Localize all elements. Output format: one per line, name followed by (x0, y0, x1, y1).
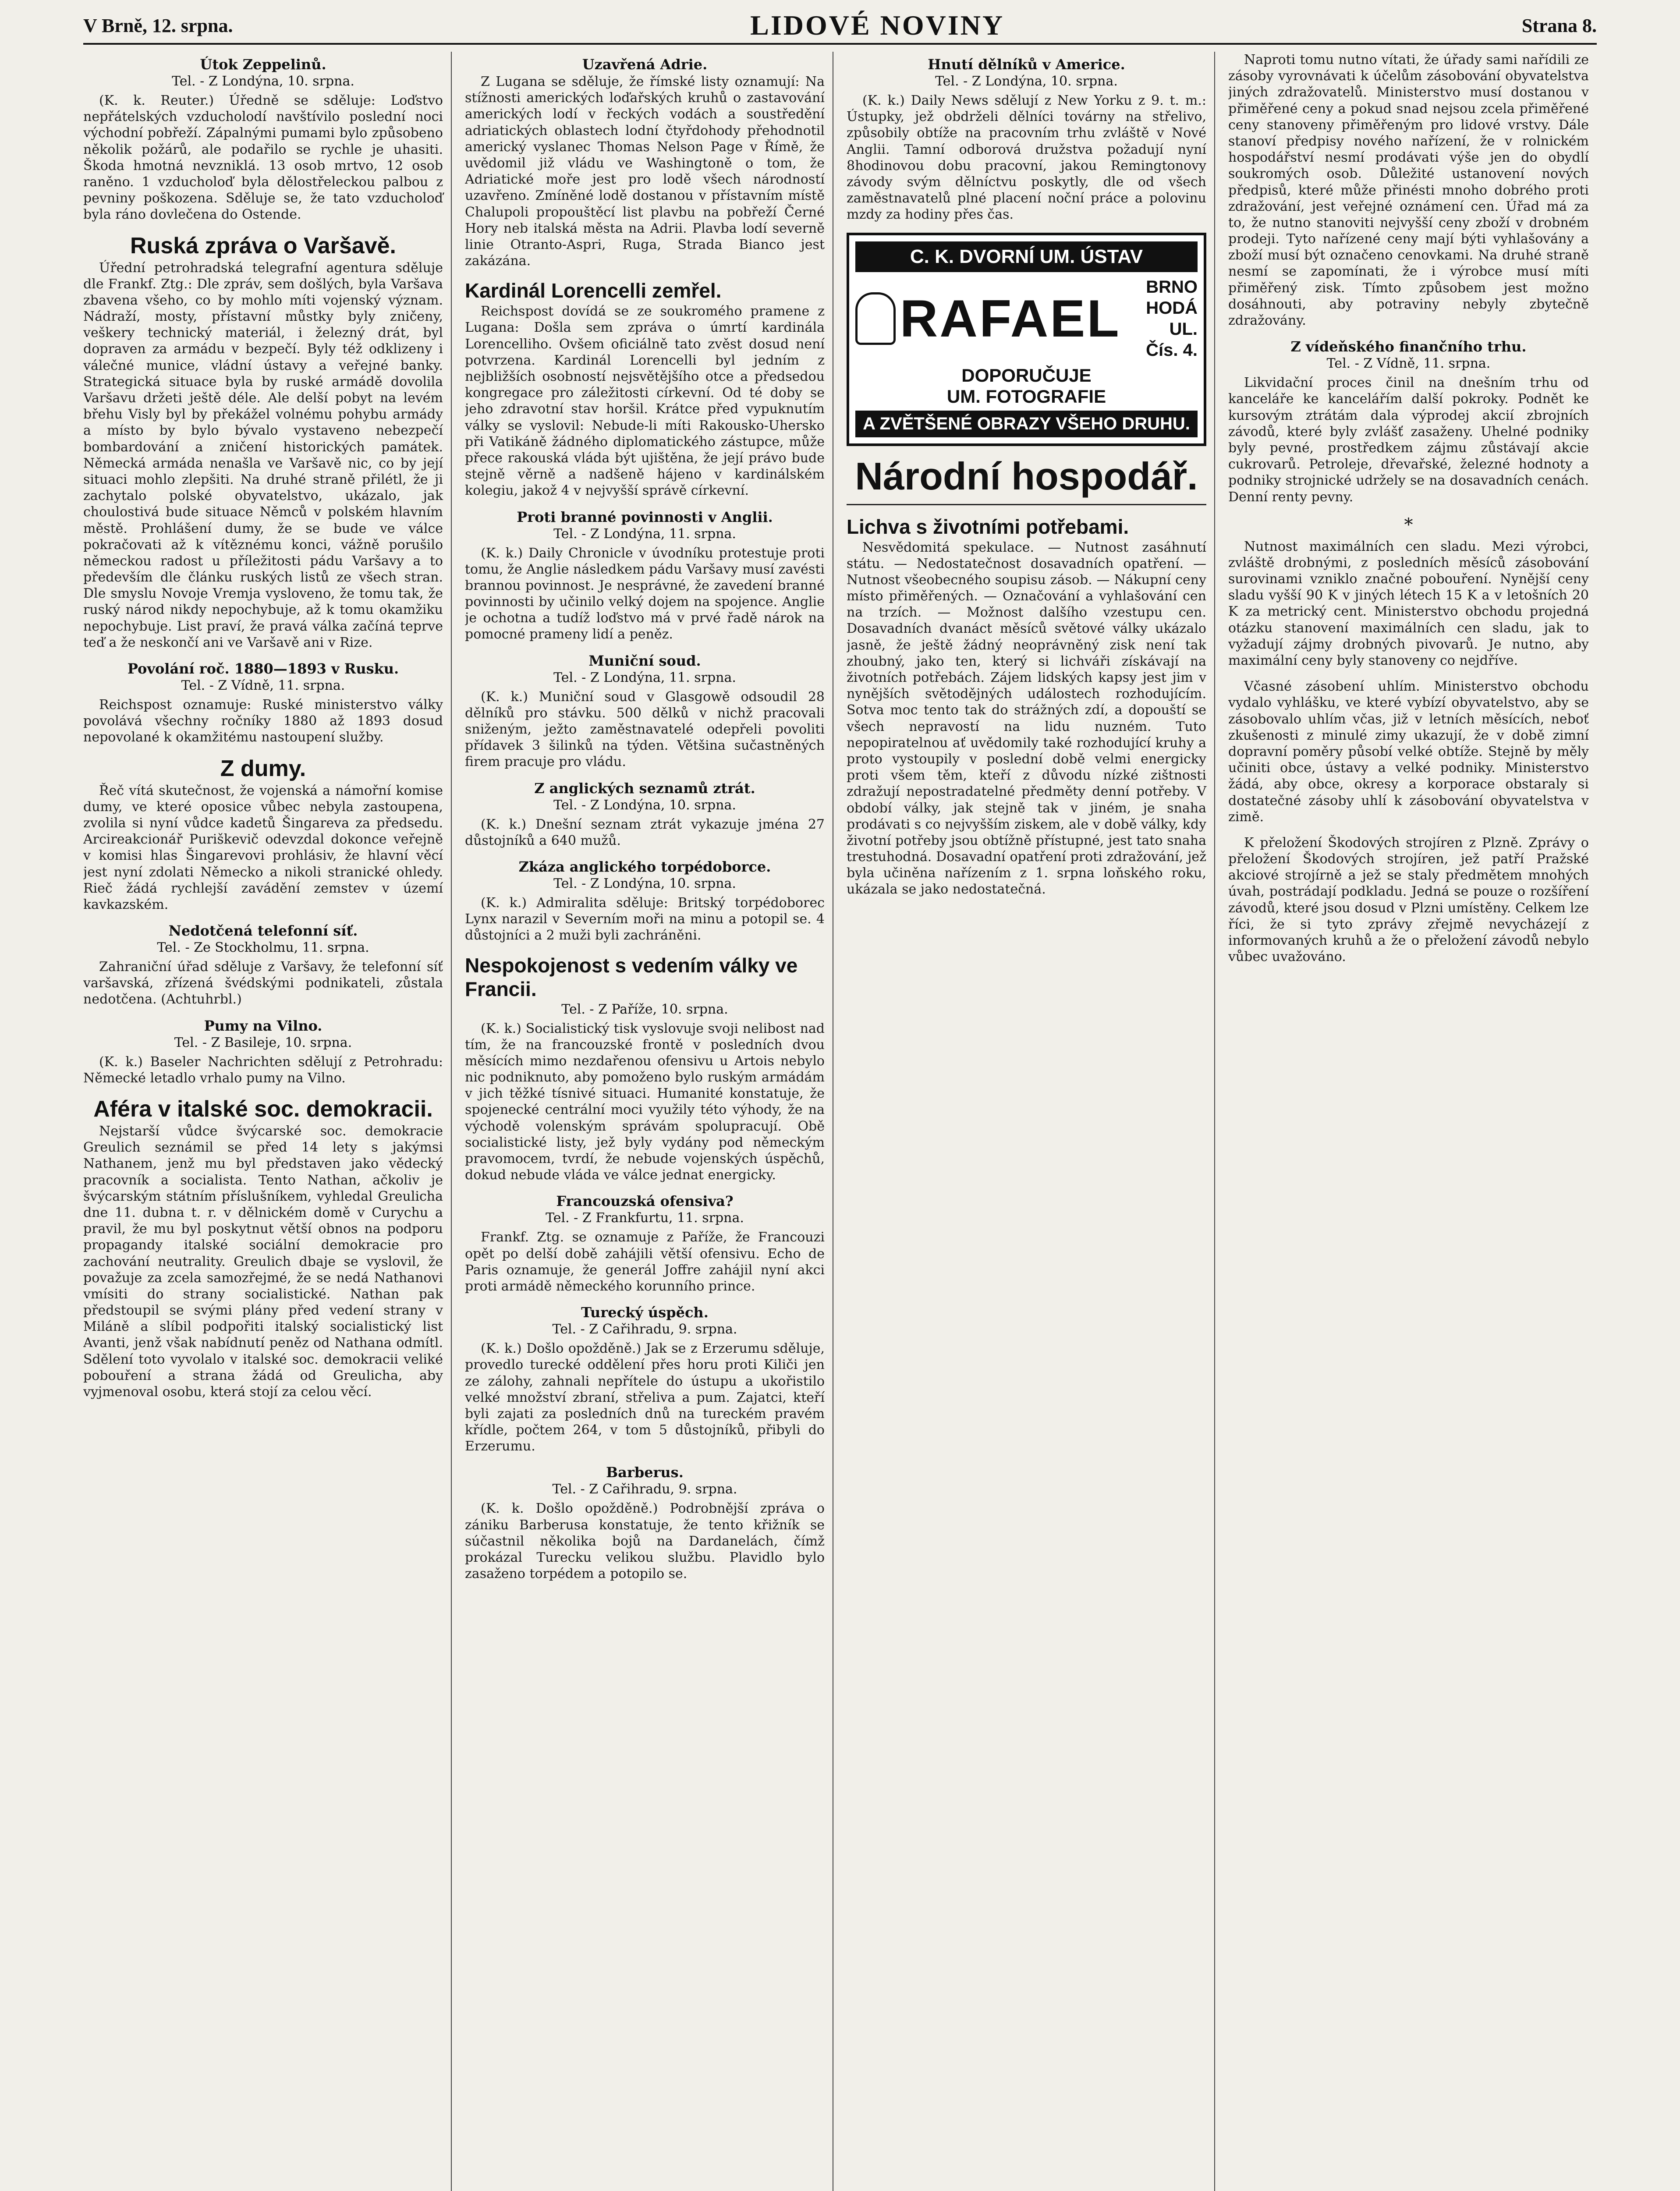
ad-main-row (855, 272, 1198, 365)
divider (847, 504, 1206, 505)
article (465, 652, 825, 770)
article (1228, 338, 1589, 505)
article-body: Nutnost maximálních cen sladu. Mezi výrobci, zvláště drobnými, z posledních měsíců zásobování surovinami vzniklo značné pobouření. Nynější ceny sladu vyšší 90 K v jiných létech 15 K a v letošních 20 K za metrický cent. Ministerstvo obchodu projedná otázku stanovení maximálních cen sladu, jak to vyžadují zájmy drobných pivovarů. Je nutno, aby maximální ceny byly stanoveny co nejdříve. (1228, 539, 1589, 668)
article-body: (K. k.) Došlo opožděně.) Jak se z Erzerumu sděluje, provedlo turecké oddělení přes horu proti Kiliči jen ze zálohy, zahnali nepřítele do ústupu a ukořistilo velké množství zbraní, střeliva a pum. Zajatci, kteří byli zajati za posledních dnů na tureckém pravém křídle, počtem 264, v tom 5 důstojníků, přibyli do Erzerumu. (465, 1341, 825, 1454)
article-body: (K. k.) Admiralita sděluje: Britský torpédoborec Lynx narazil v Severním moři na minu a potopil se. 4 důstojníci a 2 muži byli zachráněni. (465, 895, 825, 943)
article (1228, 52, 1589, 329)
ad-service: UM. FOTOGRAFIE (946, 386, 1106, 407)
article-title: Nespokojenost s vedením války ve Francii. (465, 954, 798, 1000)
article-body: (K. k.) Daily Chronicle v úvodníku protestuje proti tomu, že Anglie následkem pádu Varšavy musí zavésti brannou povinnost. Je nesprávné, že zavedení branné povinnosti by učinilo velký dojem na spojence. Anglie je ochotna a tudíž loďstvo má v prvé řadě nárok na pomocné prameny lidí a peněz. (465, 545, 825, 642)
article-dateline: Tel. - Z Cařihradu, 9. srpna. (552, 1482, 737, 1497)
advertisement-rafael (847, 233, 1206, 446)
article-dateline: Tel. - Z Londýna, 10. srpna. (935, 74, 1118, 89)
article (1228, 678, 1589, 825)
article (847, 515, 1206, 898)
article-body: K přeložení Škodových strojíren z Plzně. Zprávy o přeložení Škodových strojíren, jež patří Pražské akciové strojírně a jež se staly předmětem mnohých úvah, postrádají podkladu. Jedná se pouze o rozšíření závodů, které jsou dosud v Plzni umístěny. Celkem lze říci, že si tyto zprávy zřejmě nevycházejí z informovaných kruhů a že o přeložení závodů nebylo vůbec uvažováno. (1228, 835, 1589, 965)
article-title: Útok Zeppelinů. (200, 56, 326, 73)
ad-address-street: HODÁ UL. (1146, 298, 1198, 339)
article-title: Francouzská ofensiva? (556, 1193, 734, 1210)
article-title: Proti branné povinnosti v Anglii. (517, 508, 773, 525)
article-body: (K. k.) Baseler Nachrichten sdělují z Petrohradu: Německé letadlo vrhalo pumy na Vilno. (83, 1054, 443, 1086)
ad-address-number: Čís. 4. (1146, 340, 1198, 360)
article-title: Muniční soud. (588, 652, 701, 669)
article (847, 454, 1206, 505)
column-4 (1228, 52, 1597, 2191)
column-3 (847, 52, 1215, 2191)
column-2 (465, 52, 833, 2191)
article-title: Kardinál Lorencelli zemřel. (465, 279, 722, 302)
article-body: (K. k.) Daily News sdělují z New Yorku z 9. t. m.: Ústupky, jež obdrželi dělníci továrny na střelivo, způsobily obtíže na pracovním trhu zvláště v Nové Anglii. Tamní odborová družstva požadují nyní 8hodinovou dobu pracovní, jakou Remingtonovy závody svým dělníctvu poskytly, dle od všech zaměstnavatelů plné placení noční práce a polovinu mzdy za hodiny přes čas. (847, 93, 1206, 223)
article (83, 660, 443, 746)
article-body: (K. k. Reuter.) Úředně se sděluje: Loďstvo nepřátelských vzducholodí navštívilo poslední noci východní pobřeží. Zápalnými pumami bylo způsobeno několik požárů, ale podařilo se rychle je uhasiti. Škoda hmotná nevzniklá. 13 osob mrtvo, 12 osob raněno. 1 vzducholoď byla dělostřeleckou palbou z pevniny poškozena. Sděluje se, že tato vzducholoď byla ráno dovlečena do Ostende. (83, 93, 443, 223)
issue-date: V Brně, 12. srpna. (83, 14, 233, 36)
article-body: Nesvědomitá spekulace. — Nutnost zasáhnutí státu. — Nedostatečnost dosavadních opatření. — Nutnost všeobecného soupisu zásob. — Nákupní ceny místo přiměřených. — Označování a vyhlašování cen na trzích. — Možnost dalšího vzestupu cen. Dosavadních dvanáct měsíců světové války ukázalo jasně, že ještě žádný neoprávněný zisk není tak zhoubný, jako ten, který si lichváři získávají na životních potřebách. Zájem lidských kapsy jest jim v nynějších světodějných událostech rozhodujícím. Sotva moc tento tak do strážných zdí, a dopouští se všech nepravostí na lidu nuzném. Tuto nepopiratelnou ať uvědomily také rozhodující kruhy a proto vystoupily v poslední době velmi energicky proti všem těm, kteří z důvodu nízké zištnosti zdražují nepostradatelné předměty denní potřeby. V období války, jak stejně tak v jiném, je snaha prodávati s co nejvyšším ziskem, ale v době války, kdy životní potřeby jsou obtížně přístupné, jest tato snaha trestuhodná. Dosavadní opatření proti zdražování, jež byla učiněna nařízením z 1. srpna loňského roku, ukázala se jako nedostatečná. (847, 539, 1206, 897)
section-separator: * (1404, 514, 1413, 535)
ad-address (1121, 277, 1198, 361)
article (83, 1018, 443, 1086)
article-body: Naproti tomu nutno vítati, že úřady sami nařídili ze zásoby vyrovnávati k účelům zásobování obyvatelstva jiných zdražovatelů. Ministerstvo musí dostanou v přiměřené ceny a pokud snad nejsou zcela přiměřené ceny stanoveny přiměřeným pro lidové vrstvy. Dále stanoví předpisy nového nařízení, že v rolnickém hospodářství nesmí prodávati výše jen do obydlí soukromých osob. Důležité ustanovení nových předpisů, které může přinésti mnoho dobrého proti zdražování, jest veřejné oznámení cen. Úřad má za to, že nutno stanoviti nejvyšší ceny zboží v drobném prodeji. Tyto nařízené ceny mají býti vyhlašovány a zboží musí být označeno cenovkami. Na druhé straně nesmí se zapomínati, že i výrobce musí míti přiměřený zisk. Tímto způsobem jest možno dosáhnouti, aby potraviny nebyly zbytečně zdražovány. (1228, 52, 1589, 328)
crest-icon (855, 292, 896, 345)
article-dateline: Tel. - Z Londýna, 11. srpna. (553, 670, 736, 685)
article (83, 922, 443, 1008)
article-title: Zkáza anglického torpédoborce. (518, 858, 771, 875)
column-1 (83, 52, 452, 2191)
article-dateline: Tel. - Z Londýna, 10. srpna. (553, 797, 736, 813)
article-body: (K. k.) Socialistický tisk vyslovuje svoji nelibost nad tím, že na francouzské frontě v posledních dvou měsících mimo nezdařenou ofensivu u Artois nebylo nic podniknuto, aby pomoženo bylo ruským armádám v jich těžké tísnivé situaci. Humanité konstatuje, že spojenecké centrální moci využily této výhody, že na východě volenským správám spolupracují. Obě socialistické listy, jež byly vydány pod německým pravomocem, tvrdí, že nebude vojenských úspěchů, dokud nebude vláda ve válce jednat energicky. (465, 1021, 825, 1183)
ad-institute-name: C. K. DVORNÍ UM. ÚSTAV (855, 241, 1198, 272)
article-title: Lichva s životními potřebami. (847, 515, 1129, 538)
article-dateline: Tel. - Z Londýna, 10. srpna. (553, 876, 736, 891)
article-body: Nejstarší vůdce švýcarské soc. demokracie Greulich seznámil se před 14 lety s jakýmsi Nathanem, jenž mu byl představen jako vědecký pracovník a socialista. Tento Nathan, ačkoliv je švýcarským státním příslušníkem, vyhledal Greulicha dne 11. dubna t. r. v dělnickém domě v Curychu a pravil, že mu byl poskytnut větší obnos na podporu propagandy italské sociální demokracie pro zachování neutrality. Greulich dbaje se vyslovil, že považuje za zcela samozřejmé, že se nedá Nathanovi vmísiti do strany socialistické. Nathan pak předstoupil se svými plány před vedení strany v Miláně a slíbil podpořiti italský socialistický list Avanti, jenž však nabídnutí peněz od Nathana odmítl. Sdělení toto vyvolalo v italské soc. demokracii veliké pobouření a strana žádá od Greulicha, aby vyjmenoval osobu, která stojí za celou věcí. (83, 1124, 443, 1400)
article-title: Národní hospodář. (855, 454, 1198, 498)
article-body: Frankf. Ztg. se oznamuje z Paříže, že Francouzi opět po delší době zahájili větší ofensivu. Echo de Paris oznamuje, že generál Joffre zahájil nyní akci proti armádě německého korunního prince. (465, 1230, 825, 1294)
article (465, 279, 825, 499)
article-dateline: Tel. - Z Basileje, 10. srpna. (174, 1035, 352, 1050)
article-dateline: Tel. - Z Vídně, 11. srpna. (181, 678, 345, 693)
article-title: Povolání roč. 1880—1893 v Rusku. (127, 660, 399, 677)
article-body: (K. k.) Muniční soud v Glasgowě odsoudil 28 dělníků pro stávku. 500 dělků v nichž pracovali sniženým, ježto zaměstnavatelé odepřeli povoliti přídavek 3 šilinků na týden. Většina sučastněných firem pracuje pro vládu. (465, 689, 825, 770)
article-title: Barberus. (606, 1464, 684, 1481)
columns-container (83, 52, 1597, 2191)
article (847, 56, 1206, 223)
article (465, 954, 825, 1184)
article-dateline: Tel. - Ze Stockholmu, 11. srpna. (157, 940, 369, 956)
article-body: Z Lugana se sděluje, že římské listy oznamují: Na stížnosti amerických loďařských kruhů o zastavování amerických lodí v řeckých vodách a soustředění adriatických oblastech lodní čtyřdohody přehodnotil americký vyslanec Thomas Nelson Page v Římě, že uvědomil již vládu ve Washingtoně o tom, že Adriatické moře jest pro lodě všech národností uzavřeno. Zmíněné lodě dostanou v přístavním místě Chalupoli propouštěcí list plavbu na pobřeží Černé Hory neb italská města na Adrii. Plavba lodí severně linie Otranto-Aspri, Ruga, Strada Bianco jest zakázána. (465, 74, 825, 269)
article-title: Z anglických seznamů ztrát. (534, 780, 755, 797)
ad-tagline: A ZVĚTŠENÉ OBRAZY VŠEHO DRUHU. (855, 411, 1198, 437)
article-title: Nedotčená telefonní síť. (168, 922, 358, 940)
page-header (83, 8, 1597, 45)
article-title: Ruská zpráva o Varšavě. (130, 233, 397, 259)
article-dateline: Tel. - Z Paříže, 10. srpna. (561, 1001, 728, 1017)
article-body: Řeč vítá skutečnost, že vojenská a námořní komise dumy, ve které oposice vůbec nebyla zastoupena, zvolila si nyní vůdce kadetů Šingareva za předsedu. Arcireakcionář Puriškevič odevzdal dokonce veřejně v komisi hlas Šingarevovi prohlásiv, že hlavní věcí jest nyní zdolati Německo a nikoli stranické ohledy. Rieč žádá rychlejší zavádění zemstev v území kavkazském. (83, 783, 443, 912)
article-dateline: Tel. - Z Londýna, 11. srpna. (553, 526, 736, 542)
article-title: Aféra v italské soc. demokracii. (93, 1096, 433, 1122)
page-number: Strana 8. (1521, 14, 1597, 36)
article-body: Úřední petrohradská telegrafní agentura sděluje dle Frankf. Ztg.: Dle zpráv, sem došlých, byla Varšava zbavena všeho, co by mohlo míti vojenský význam. Nádraží, mosty, přístavní můstky byly zničeny, veškery technický materiál, i železný drát, byl dopraven za armádu v bezpečí. Byly též odklizeny i válečné munice, vládní ústavy a veřejné banky. Strategická situace byla by ruské armádě dovolila Varšavu držeti ještě déle. Ale delší pobyt na levém břehu Visly byl by překážel volnému pohybu armády a místo by bylo bývalo vystaveno nebezpečí bombardování a zničení historických památek. Německá armáda nenašla ve Varšavě nic, co by její situaci mohlo zlepšiti. Na druhé straně přilétl, že ji zachytalo polské obyvatelstvo, ukázalo, jak choulostivá bude situace Němců v polském hlavním městě. Prohlášení dumy, že se bude ve válce pokračovati až k vítěznému konci, vážně porušilo německou radost u příležitosti pádu Varšavy a to především dle článku ruských listů ze všech stran. Dle smyslu Novoje Vremja vysloveno, že tomu tak, že ruský národ nikdy nepochybuje, až k tomu okamžiku nepochybuje. List praví, že pravá válka začíná teprve teď a že neskončí ani ve Varšavě ani v Rize. (83, 260, 443, 650)
article-title: Z dumy. (220, 755, 306, 781)
article-body: Včasné zásobení uhlím. Ministerstvo obchodu vydalo vyhlášku, ve které vybízí obyvatelstvo, aby se zásobovalo uhlím včas, již v letních měsících, neboť zkušenosti z minulé zimy ukazují, že v době zimní dopravní poměry působí velké obtíže. Stejně by měly učiniti obce, ústavy a velké podniky. Ministerstvo žádá, aby obce, okresy a korporace obstaraly si dostatečné zásoby uhlí k zásobování obyvatelstva v zimě. (1228, 679, 1589, 825)
article-body: Reichspost dovídá se ze soukromého pramene z Lugana: Došla sem zpráva o úmrtí kardinála Lorencelliho. Ovšem oficiálně tato zvěst dosud není potvrzena. Kardinál Lorencelli byl jedním z nejbližších osobností nejsvětějšího otce a předsedou kongregace pro záležitosti církevní. Od té doby se jeho zdravotní stav horšil. Krátce před vypuknutím války se vyslovil: Nebude-li míti Rakousko-Uhersko při Vatikáně žádného diplomatického zástupce, může přece rakouská vláda být ujištěna, že její právo bude stejně věrně a nadšeně hájeno v kardinálském kolegiu, jakož 4 v nejvyšší správě církevní. (465, 304, 825, 499)
article (465, 1193, 825, 1294)
article-body: Likvidační proces činil na dnešním trhu od kanceláře ke kancelářím další pokroky. Podnět ke kursovým ztrátám dala výprodej akcií zbrojních závodů, které byly zvlášť zasaženy. Uhelné podniky byly pevné, prostředkem zájmu zůstávají akcie cukrovarů. Petroleje, dřevařské, železné hodnoty a podniky strojnické udržely se na dosavadních cenách. Denní renty pevny. (1228, 375, 1589, 505)
article (1228, 539, 1589, 669)
article-body: Reichspost oznamuje: Ruské ministerstvo války povolává všechny ročníky 1880 až 1893 dosud nepovolané k okamžitému nastoupení služby. (83, 697, 443, 745)
article-title: Hnutí dělníků v Americe. (928, 56, 1125, 73)
article (465, 1304, 825, 1454)
article-title: Turecký úspěch. (581, 1304, 709, 1321)
article-dateline: Tel. - Z Frankfurtu, 11. srpna. (546, 1210, 744, 1226)
article (1228, 835, 1589, 965)
article-title: Z vídeňského finančního trhu. (1290, 338, 1527, 355)
article-dateline: Tel. - Z Cařihradu, 9. srpna. (552, 1322, 737, 1337)
article (83, 56, 443, 223)
article (465, 858, 825, 944)
article (83, 1096, 443, 1400)
article (83, 755, 443, 913)
article (83, 233, 443, 651)
ad-brand-name: RAFAEL (900, 289, 1121, 348)
masthead-title: LIDOVÉ NOVINY (750, 10, 1005, 41)
article (465, 1464, 825, 1582)
ad-recommends: DOPORUČUJE (961, 365, 1092, 386)
article (465, 56, 825, 269)
article-dateline: Tel. - Z Londýna, 10. srpna. (172, 74, 354, 89)
article (465, 780, 825, 849)
ad-address-city: BRNO (1146, 277, 1198, 297)
article-title: Pumy na Vilno. (204, 1017, 323, 1034)
article (465, 509, 825, 643)
article-body: Zahraniční úřad sděluje z Varšavy, že telefonní síť varšavská, zřízená švédskými podnikateli, zůstala nedotčena. (Achtuhrbl.) (83, 959, 443, 1007)
article-dateline: Tel. - Z Vídně, 11. srpna. (1326, 356, 1491, 372)
article-body: (K. k. Došlo opožděně.) Podrobnější zpráva o zániku Barberusa konstatuje, že tento křižník se súčastnil několika bojů na Dardanelách, čímž prokázal Turecku velikou službu. Plavidlo bylo zasaženo torpédem a potopilo se. (465, 1501, 825, 1582)
article-body: (K. k.) Dnešní seznam ztrát vykazuje jména 27 důstojníků a 640 mužů. (465, 816, 825, 848)
article-title: Uzavřená Adrie. (582, 56, 708, 73)
